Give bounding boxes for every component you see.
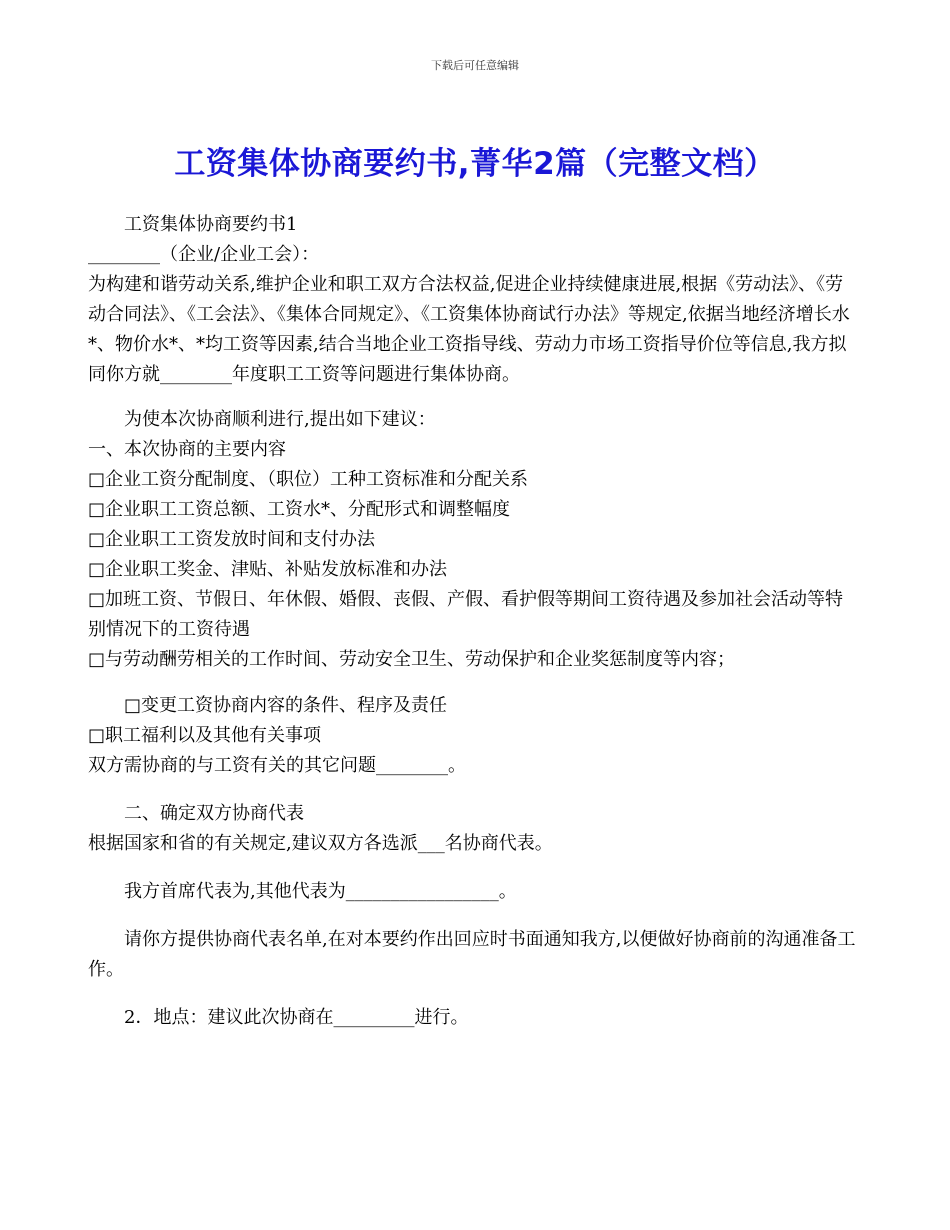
subheading-letter-1: 工资集体协商要约书1 bbox=[124, 214, 298, 235]
checklist-item: □职工福利以及其他有关事项 bbox=[88, 725, 322, 746]
location-line: 2．地点：建议此次协商在_________进行。 bbox=[124, 1007, 469, 1028]
other-issues-line: 双方需协商的与工资有关的其它问题________。 bbox=[88, 755, 466, 776]
checklist-item: □与劳动酬劳相关的工作时间、劳动安全卫生、劳动保护和企业奖惩制度等内容； bbox=[88, 649, 736, 670]
checklist-item: □企业职工工资发放时间和支付办法 bbox=[88, 529, 376, 550]
proposal-line: 为使本次协商顺利进行,提出如下建议： bbox=[124, 409, 436, 430]
checklist-item: □企业职工工资总额、工资水*、分配形式和调整幅度 bbox=[88, 499, 511, 520]
chief-representative-line: 我方首席代表为,其他代表为_________________。 bbox=[124, 881, 517, 902]
addressee-line: ________（企业/企业工会）： bbox=[88, 244, 320, 265]
header-note: 下载后可任意编辑 bbox=[431, 59, 519, 72]
request-paragraph: 请你方提供协商代表名单,在对本要约作出回应时书面通知我方,以便做好协商前的沟通准备工作。 bbox=[88, 929, 856, 980]
checklist-item: □加班工资、节假日、年休假、婚假、丧假、产假、看护假等期间工资待遇及参加社会活动等特别情况下的工资待遇 bbox=[88, 589, 844, 640]
section-heading-1: 一、本次协商的主要内容 bbox=[88, 439, 286, 460]
representatives-rule: 根据国家和省的有关规定,建议双方各选派___名协商代表。 bbox=[88, 833, 553, 854]
checklist-item: □企业工资分配制度、（职位）工种工资标准和分配关系 bbox=[88, 469, 529, 490]
document-body bbox=[88, 210, 860, 1033]
intro-paragraph: 为构建和谐劳动关系,维护企业和职工双方合法权益,促进企业持续健康进展,根据《劳动法》、《劳动合同法》、《工会法》、《集体合同规定》、《工资集体协商试行办法》等规定,依据当地经济增长水*、物价水*、*均工资等因素,结合当地企业工资指导线、劳动力市场工资指导价位等信息,我方拟同你方就________年度职工工资等问题进行集体协商。 bbox=[88, 274, 850, 385]
document-title: 工资集体协商要约书,菁华2篇（完整文档） bbox=[174, 146, 776, 182]
checklist-item: □变更工资协商内容的条件、程序及责任 bbox=[124, 695, 448, 716]
checklist-item: □企业职工奖金、津贴、补贴发放标准和办法 bbox=[88, 559, 448, 580]
section-heading-2: 二、确定双方协商代表 bbox=[124, 803, 304, 824]
